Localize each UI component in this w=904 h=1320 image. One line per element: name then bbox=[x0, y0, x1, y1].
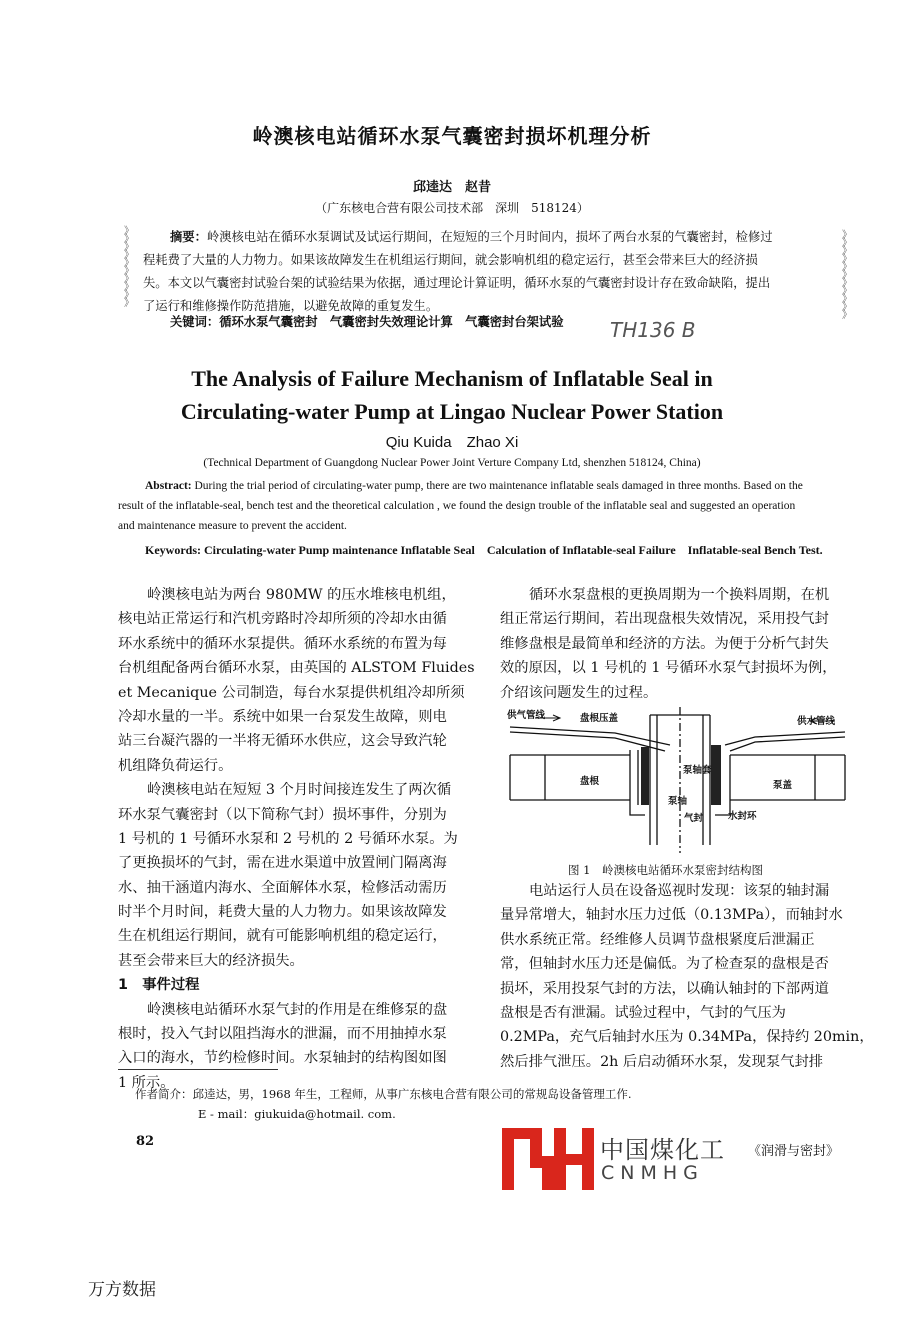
en-keywords: Circulating-water Pump maintenance Inflatable Seal Calculation of Inflatable-seal Failure Inflatable-seal Bench Test. bbox=[201, 543, 823, 557]
text-line: 台机组配备两台循环水泵，由英国的 ALSTOM Fluides bbox=[118, 660, 475, 677]
abstract-line: 了运行和维修操作防范措施，以避免故障的重复发生。 bbox=[143, 299, 439, 313]
abstract-label: 摘要： bbox=[170, 230, 207, 244]
text-line: 常，但轴封水压力还是偏低。为了检查泵的盘根是否 bbox=[500, 956, 829, 973]
label-shaft: 泵轴 bbox=[668, 796, 688, 807]
cnmhg-logo-icon bbox=[502, 1128, 594, 1190]
pump-seal-diagram bbox=[505, 705, 850, 855]
text-line: 供水系统正常。经维修人员调节盘根紧度后泄漏正 bbox=[500, 931, 815, 948]
cn-keywords bbox=[170, 311, 564, 334]
right-column-top bbox=[500, 583, 852, 705]
figure-caption: 图 1 岭澳核电站循环水泵密封结构图 bbox=[568, 863, 763, 877]
text-line: 组正常运行期间，若出现盘根失效情况，采用投气封 bbox=[500, 611, 829, 628]
wanfang-watermark: 万方数据 bbox=[88, 1280, 156, 1300]
text-line: 维修盘根是最简单和经济的方法。为便于分析气封失 bbox=[500, 635, 829, 652]
text-line: 损坏，采用投泵气封的方法，以确认轴封的下部两道 bbox=[500, 980, 829, 997]
text-line: et Mecanique 公司制造，每台水泵提供机组冷却所须 bbox=[118, 684, 465, 701]
footnote-divider bbox=[118, 1069, 278, 1070]
section-heading: 1 事件过程 bbox=[118, 977, 200, 994]
text-line: 生在机组运行期间，就有可能影响机组的稳定运行， bbox=[118, 928, 447, 945]
en-abstract-label: Abstract: bbox=[145, 480, 192, 492]
paper-title: 岭澳核电站循环水泵气囊密封损坏机理分析 bbox=[252, 124, 652, 148]
en-affiliation: (Technical Department of Guangdong Nuclear Power Joint Verture Company Ltd, shenzhen 518124, China) bbox=[203, 457, 701, 469]
author-footnote: 作者简介：邱逵达，男，1968 年生，工程师，从事广东核电合营有限公司的常规岛设备管理工作. bbox=[135, 1087, 632, 1101]
text-line: 入口的海水，节约检修时间。水泵轴封的结构图如图 bbox=[118, 1050, 447, 1067]
text-line: 循环水泵盘根的更换周期为一个换料周期，在机 bbox=[529, 587, 830, 603]
en-abstract-line: and maintenance measure to prevent the accident. bbox=[118, 520, 347, 532]
text-line: 电站运行人员在设备巡视时发现：该泵的轴封漏 bbox=[529, 883, 830, 899]
abstract-line: 失。本文以气囊密封试验台架的试验结果为依据，通过理论计算证明，循环水泵的气囊密封设计存在致命缺陷，提出 bbox=[143, 276, 771, 290]
text-line: 1 所示。 bbox=[118, 1074, 175, 1091]
authors: 邱逵达 赵昔 bbox=[412, 180, 491, 195]
logo-text-en: CNMHG bbox=[601, 1162, 704, 1184]
abstract-line: 岭澳核电站在循环水泵调试及试运行期间，在短短的三个月时间内，损坏了两台水泵的气囊密封，检修过 bbox=[206, 230, 773, 244]
abstract-line: 程耗费了大量的人力物力。如果该故障发生在机组运行期间，就会影响机组的稳定运行，甚至会带来巨大的经济损 bbox=[143, 253, 758, 267]
label-water-supply: 供水管线 bbox=[797, 716, 836, 727]
text-line: 冷却水量的一半。系统中如果一台泵发生故障，则电 bbox=[118, 708, 447, 725]
handwritten-note: TH136 B bbox=[610, 318, 696, 342]
text-line: 时半个月时间，耗费大量的人力物力。如果该故障发 bbox=[118, 904, 447, 921]
text-line: 水、抽干涵道内海水、全面解体水泵，检修活动需历 bbox=[118, 879, 447, 896]
keywords-label: 关键词： bbox=[170, 315, 220, 329]
text-line: 根时，投入气封以阻挡海水的泄漏，而不用抽掉水泵 bbox=[118, 1026, 447, 1043]
text-line: 岭澳核电站为两台 980MW 的压水堆核电机组， bbox=[147, 587, 456, 603]
text-line: 环水系统中的循环水泵提供。循环水系统的布置为每 bbox=[118, 635, 447, 652]
author-email: E - mail：giukuida@hotmail. com. bbox=[198, 1107, 396, 1121]
text-line: 核电站正常运行和汽机旁路时冷却所须的冷却水由循 bbox=[118, 611, 447, 628]
text-line: 岭澳核电站在短短 3 个月时间接连发生了两次循 bbox=[147, 782, 452, 799]
text-line: 0.2MPa，充气后轴封水压为 0.34MPa，保持约 20min， bbox=[500, 1029, 874, 1046]
label-packing: 盘根 bbox=[580, 776, 600, 787]
text-line: 盘根是否有泄漏。试验过程中，气封的气压为 bbox=[500, 1004, 786, 1021]
text-line: 甚至会带来巨大的经济损失。 bbox=[118, 952, 304, 969]
left-column bbox=[118, 583, 473, 1095]
label-cover: 泵盖 bbox=[773, 780, 793, 791]
en-authors: Qiu Kuida Zhao Xi bbox=[385, 434, 519, 451]
en-abstract-line: During the trial period of circulating-water pump, there are two maintenance inflatable seals damaged in three months. Based on the bbox=[191, 480, 803, 492]
keywords: 循环水泵气囊密封 气囊密封失效理论计算 气囊密封台架试验 bbox=[219, 315, 564, 329]
label-lantern-ring: 水封环 bbox=[728, 811, 757, 822]
en-title-line: Circulating-water Pump at Lingao Nuclear Power Station bbox=[180, 399, 724, 424]
decorative-border-right: 》 》 》 》 》 》 》 》 》 》 》 bbox=[842, 230, 852, 321]
text-line: 量异常增大，轴封水压力过低（0.13MPa），而轴封水 bbox=[500, 907, 843, 924]
right-column-bottom bbox=[500, 879, 874, 1074]
en-keywords-label: Keywords: bbox=[145, 543, 201, 557]
text-line: 1 号机的 1 号循环水泵和 2 号机的 2 号循环水泵。为 bbox=[118, 830, 458, 847]
text-line: 站三台凝汽器的一半将无循环水供应，这会导致汽轮 bbox=[118, 733, 447, 750]
text-line: 然后排气泄压。2h 后启动循环水泵，发现泵气封排 bbox=[500, 1053, 824, 1070]
label-sleeve: 泵轴套 bbox=[683, 765, 712, 776]
cn-abstract bbox=[170, 226, 773, 249]
logo-text-cn: 中国煤化工 bbox=[600, 1136, 725, 1164]
label-gland: 盘根压盖 bbox=[580, 713, 619, 724]
label-air-seal: 气封 bbox=[684, 813, 704, 824]
en-title-line: The Analysis of Failure Mechanism of Inflatable Seal in bbox=[191, 366, 713, 391]
page-number: 82 bbox=[136, 1134, 155, 1149]
text-line: 介绍该问题发生的过程。 bbox=[500, 684, 658, 701]
text-line: 效的原因，以 1 号机的 1 号循环水泵气封损坏为例， bbox=[500, 660, 837, 677]
decorative-border-left: 》 》 》 》 》 》 》 》 》 》 bbox=[124, 226, 134, 309]
text-line: 机组降负荷运行。 bbox=[118, 757, 233, 774]
text-line: 环水泵气囊密封（以下简称气封）损坏事件，分别为 bbox=[118, 806, 447, 823]
journal-name: 《润滑与密封》 bbox=[748, 1144, 840, 1159]
text-line: 岭澳核电站循环水泵气封的作用是在维修泵的盘 bbox=[147, 1001, 448, 1018]
label-air-supply: 供气管线 bbox=[507, 710, 546, 721]
en-abstract-line: result of the inflatable-seal, bench test and the theoretical calculation , we found the design trouble of the inflatable seal and suggested an operation bbox=[118, 500, 796, 512]
affiliation: （广东核电合营有限公司技术部 深圳 518124） bbox=[315, 201, 589, 215]
text-line: 了更换损坏的气封，需在进水渠道中放置闸门隔离海 bbox=[118, 855, 447, 872]
